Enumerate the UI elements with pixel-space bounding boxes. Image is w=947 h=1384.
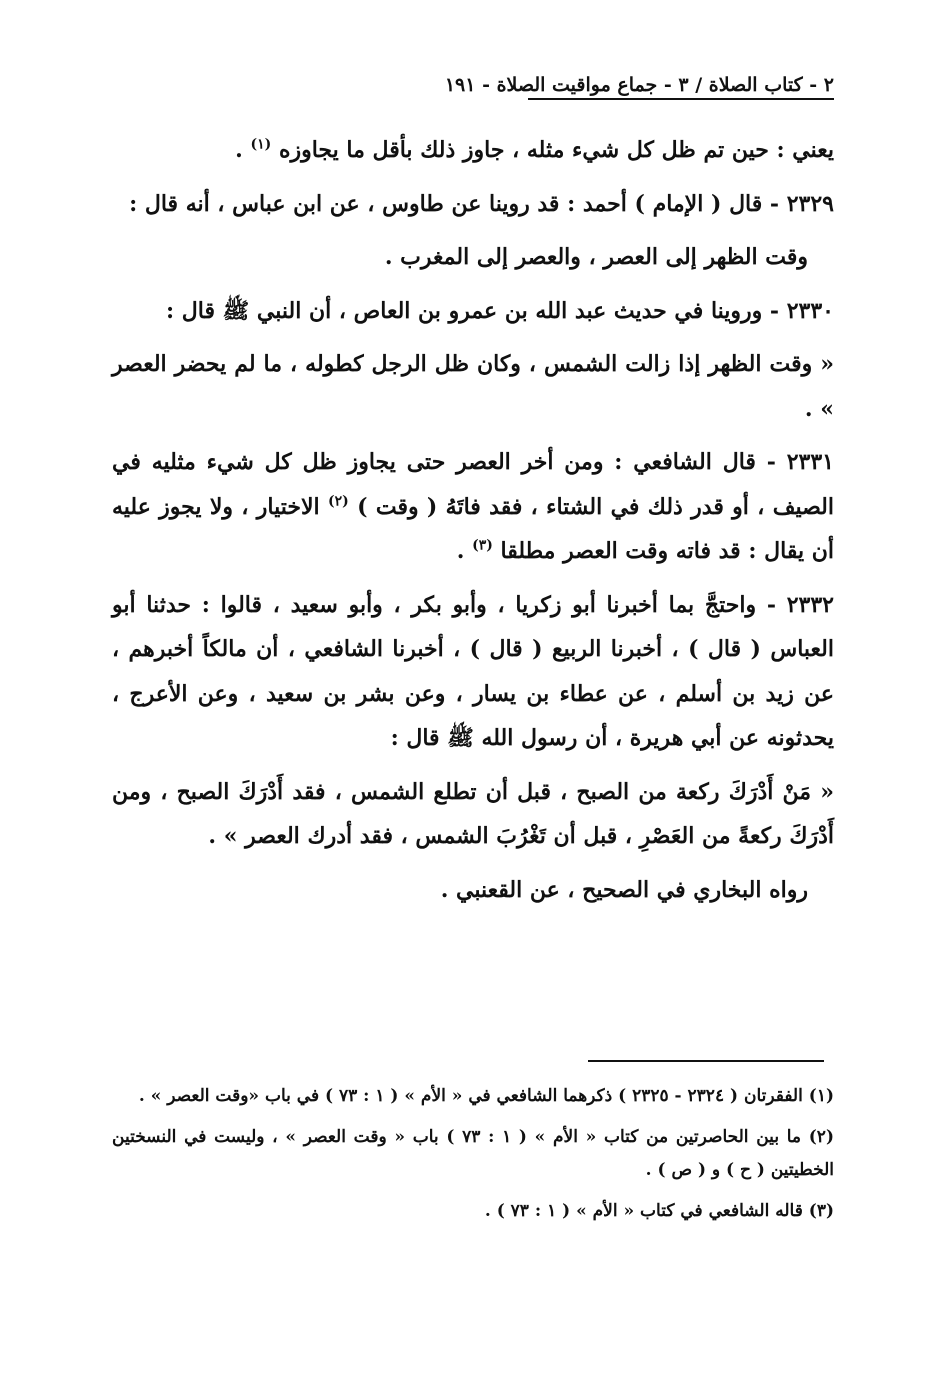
quote-paragraph-1: وقت الظهر إلى العصر ، والعصر إلى المغرب . — [384, 244, 808, 270]
footnote-2: (٢) ما بين الحاصرتين من كتاب « الأم » ( ١ : ٧٣ ) باب « وقت العصر » ، وليست في النسختين الخطيتين ( ح ) و ( ص ) . — [112, 1127, 834, 1180]
footnote-separator — [588, 1060, 824, 1062]
main-text — [112, 128, 834, 921]
footnote-ref-1: (١) — [250, 136, 272, 153]
paragraph-2332: ٢٣٣٢ - واحتجَّ بما أخبرنا أبو زكريا ، وأبو بكر ، وأبو سعيد ، قالوا : حدثنا أبو العباس ( قال ) ، أخبرنا الربيع ( قال ) ، أخبرنا الشافعي ، أن مالكاً أخبرهم ، عن زيد بن أسلم ، عن عطاء بن يسار ، وعن بشر بن سعيد ، وعن الأعرج ، يحدثونه عن أبي هريرة ، أن رسول الله ﷺ قال : — [112, 591, 834, 751]
paragraph-1: يعني : حين تم ظل كل شيء مثله ، جاوز ذلك بأقل ما يجاوزه $^{(١)}$ . — [235, 136, 834, 163]
page-header — [118, 68, 834, 108]
footnote-1: (١) الفقرتان ( ٢٣٢٤ - ٢٣٢٥ ) ذكرهما الشافعي في « الأم » ( ١ : ٧٣ ) في باب «وقت العصر » . — [138, 1086, 834, 1106]
header-line — [528, 98, 834, 100]
footnotes — [112, 1080, 834, 1236]
footnote-ref-2: (٢) — [327, 493, 349, 510]
hadith-quote-1: « وقت الظهر إذا زالت الشمس ، وكان ظل الرجل كطوله ، ما لم يحضر العصر » . — [112, 351, 834, 422]
running-title: ٢ - كتاب الصلاة / ٣ - جماع مواقيت الصلاة - ١٩١ — [444, 74, 834, 96]
footnote-ref-3: (٣) — [472, 537, 493, 554]
paragraph-2331: ٢٣٣١ - قال الشافعي : ومن أخر العصر حتى يجاوز ظل كل شيء مثليه في الصيف ، أو قدر ذلك في الشتاء ، فقد فاتَهُ ( وقت ) $^{(٢)}$ الاختيار ، ولا يجوز عليه أن يقال : قد فاته وقت العصر مطلقا $^{(٣)}$ . — [112, 449, 834, 564]
paragraph-2330: ٢٣٣٠ - وروينا في حديث عبد الله بن عمرو بن العاص ، أن النبي ﷺ قال : — [166, 297, 834, 324]
narration-note: رواه البخاري في الصحيح ، عن القعنبي . — [440, 876, 808, 903]
paragraph-2329: ٢٣٢٩ - قال ( الإمام ) أحمد : قد روينا عن طاوس ، عن ابن عباس ، أنه قال : — [129, 190, 834, 217]
hadith-quote-2: « مَنْ أَدْرَكَ ركعة من الصبح ، قبل أن تطلع الشمس ، فقد أَدْرَكَ الصبح ، ومن أَدْرَكَ ركعةً من العَصْرِ ، قبل أن تَغْرُبَ الشمس ، فقد أدرك العصر » . — [112, 778, 834, 849]
footnote-3: (٣) قاله الشافعي في كتاب « الأم » ( ١ : ٧٣ ) . — [484, 1201, 834, 1221]
